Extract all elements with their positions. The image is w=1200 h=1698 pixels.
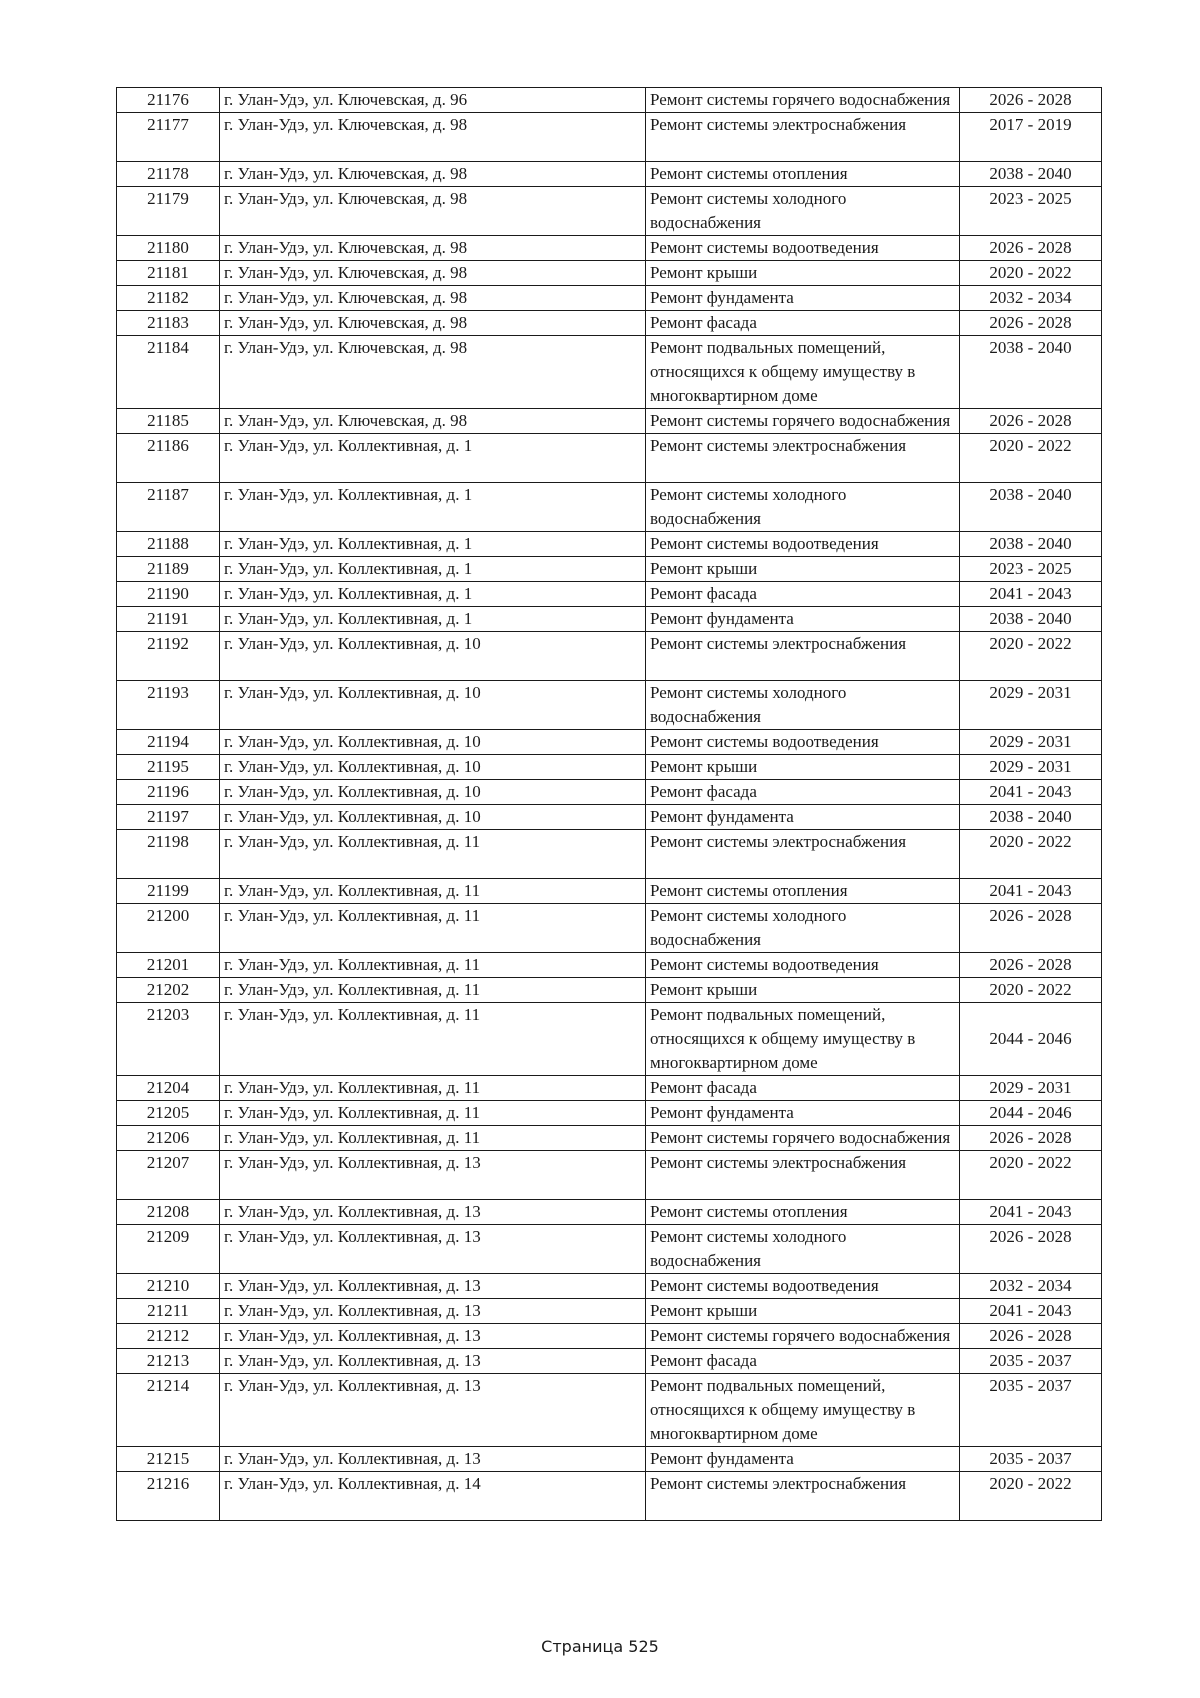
- period-cell: 2026 - 2028: [960, 953, 1102, 978]
- period-cell: 2029 - 2031: [960, 730, 1102, 755]
- row-number-cell: 21187: [117, 483, 220, 532]
- row-number-cell: 21214: [117, 1374, 220, 1447]
- table-row: [117, 162, 1102, 187]
- address-cell: г. Улан-Удэ, ул. Коллективная, д. 11: [220, 1003, 646, 1076]
- table-row: [117, 582, 1102, 607]
- row-number-cell: 21180: [117, 236, 220, 261]
- work-type-cell: Ремонт фасада: [646, 1076, 960, 1101]
- row-number-cell: 21181: [117, 261, 220, 286]
- table-row: [117, 409, 1102, 434]
- address-cell: г. Улан-Удэ, ул. Коллективная, д. 11: [220, 1126, 646, 1151]
- row-number-cell: 21186: [117, 434, 220, 483]
- row-number-cell: 21206: [117, 1126, 220, 1151]
- table-row: [117, 336, 1102, 409]
- table-row: [117, 805, 1102, 830]
- period-cell: 2035 - 2037: [960, 1349, 1102, 1374]
- address-cell: г. Улан-Удэ, ул. Коллективная, д. 1: [220, 582, 646, 607]
- address-cell: г. Улан-Удэ, ул. Ключевская, д. 98: [220, 336, 646, 409]
- period-cell: 2041 - 2043: [960, 780, 1102, 805]
- table-row: [117, 953, 1102, 978]
- row-number-cell: 21212: [117, 1324, 220, 1349]
- table-row: [117, 904, 1102, 953]
- work-type-cell: Ремонт системы электроснабжения: [646, 434, 960, 483]
- table-row: [117, 730, 1102, 755]
- address-cell: г. Улан-Удэ, ул. Коллективная, д. 10: [220, 755, 646, 780]
- table-row: [117, 879, 1102, 904]
- period-cell: 2041 - 2043: [960, 1200, 1102, 1225]
- repair-schedule-sheet: [116, 87, 1101, 1521]
- work-type-cell: Ремонт системы водоотведения: [646, 1274, 960, 1299]
- row-number-cell: 21194: [117, 730, 220, 755]
- row-number-cell: 21215: [117, 1447, 220, 1472]
- address-cell: г. Улан-Удэ, ул. Коллективная, д. 1: [220, 434, 646, 483]
- address-cell: г. Улан-Удэ, ул. Ключевская, д. 98: [220, 286, 646, 311]
- work-type-cell: Ремонт системы электроснабжения: [646, 1472, 960, 1521]
- row-number-cell: 21199: [117, 879, 220, 904]
- address-cell: г. Улан-Удэ, ул. Коллективная, д. 13: [220, 1151, 646, 1200]
- table-row: [117, 557, 1102, 582]
- work-type-cell: Ремонт системы электроснабжения: [646, 830, 960, 879]
- period-cell: 2032 - 2034: [960, 1274, 1102, 1299]
- address-cell: г. Улан-Удэ, ул. Коллективная, д. 1: [220, 532, 646, 557]
- row-number-cell: 21200: [117, 904, 220, 953]
- table-row: [117, 261, 1102, 286]
- address-cell: г. Улан-Удэ, ул. Коллективная, д. 11: [220, 953, 646, 978]
- address-cell: г. Улан-Удэ, ул. Коллективная, д. 1: [220, 607, 646, 632]
- row-number-cell: 21207: [117, 1151, 220, 1200]
- work-type-cell: Ремонт системы водоотведения: [646, 953, 960, 978]
- work-type-cell: Ремонт крыши: [646, 755, 960, 780]
- period-cell: 2026 - 2028: [960, 1324, 1102, 1349]
- table-row: [117, 830, 1102, 879]
- table-row: [117, 311, 1102, 336]
- address-cell: г. Улан-Удэ, ул. Ключевская, д. 98: [220, 113, 646, 162]
- table-row: [117, 187, 1102, 236]
- work-type-cell: Ремонт фундамента: [646, 1447, 960, 1472]
- table-row: [117, 1274, 1102, 1299]
- row-number-cell: 21202: [117, 978, 220, 1003]
- row-number-cell: 21176: [117, 88, 220, 113]
- table-row: [117, 1225, 1102, 1274]
- work-type-cell: Ремонт фасада: [646, 780, 960, 805]
- table-row: [117, 681, 1102, 730]
- address-cell: г. Улан-Удэ, ул. Коллективная, д. 13: [220, 1200, 646, 1225]
- table-row: [117, 483, 1102, 532]
- work-type-cell: Ремонт системы горячего водоснабжения: [646, 88, 960, 113]
- address-cell: г. Улан-Удэ, ул. Коллективная, д. 10: [220, 730, 646, 755]
- period-cell: 2041 - 2043: [960, 1299, 1102, 1324]
- period-cell: 2020 - 2022: [960, 978, 1102, 1003]
- work-type-cell: Ремонт системы водоотведения: [646, 236, 960, 261]
- work-type-cell: Ремонт подвальных помещений, относящихся к общему имуществу в многоквартирном доме: [646, 1374, 960, 1447]
- work-type-cell: Ремонт фасада: [646, 582, 960, 607]
- work-type-cell: Ремонт системы отопления: [646, 879, 960, 904]
- address-cell: г. Улан-Удэ, ул. Коллективная, д. 13: [220, 1374, 646, 1447]
- address-cell: г. Улан-Удэ, ул. Коллективная, д. 1: [220, 483, 646, 532]
- period-cell: 2026 - 2028: [960, 236, 1102, 261]
- work-type-cell: Ремонт фасада: [646, 1349, 960, 1374]
- table-row: [117, 1126, 1102, 1151]
- row-number-cell: 21189: [117, 557, 220, 582]
- table-row: [117, 1447, 1102, 1472]
- work-type-cell: Ремонт подвальных помещений, относящихся к общему имуществу в многоквартирном доме: [646, 336, 960, 409]
- period-cell: 2041 - 2043: [960, 582, 1102, 607]
- work-type-cell: Ремонт системы электроснабжения: [646, 632, 960, 681]
- period-cell: 2017 - 2019: [960, 113, 1102, 162]
- work-type-cell: Ремонт системы холодного водоснабжения: [646, 904, 960, 953]
- period-cell: 2026 - 2028: [960, 88, 1102, 113]
- row-number-cell: 21211: [117, 1299, 220, 1324]
- work-type-cell: Ремонт системы холодного водоснабжения: [646, 681, 960, 730]
- period-cell: 2023 - 2025: [960, 187, 1102, 236]
- row-number-cell: 21193: [117, 681, 220, 730]
- table-row: [117, 434, 1102, 483]
- work-type-cell: Ремонт системы отопления: [646, 1200, 960, 1225]
- row-number-cell: 21204: [117, 1076, 220, 1101]
- address-cell: г. Улан-Удэ, ул. Ключевская, д. 98: [220, 311, 646, 336]
- row-number-cell: 21209: [117, 1225, 220, 1274]
- row-number-cell: 21184: [117, 336, 220, 409]
- period-cell: 2029 - 2031: [960, 681, 1102, 730]
- period-cell: 2023 - 2025: [960, 557, 1102, 582]
- period-cell: 2038 - 2040: [960, 607, 1102, 632]
- table-body: [117, 88, 1102, 1521]
- row-number-cell: 21203: [117, 1003, 220, 1076]
- address-cell: г. Улан-Удэ, ул. Коллективная, д. 13: [220, 1349, 646, 1374]
- work-type-cell: Ремонт крыши: [646, 557, 960, 582]
- period-cell: 2026 - 2028: [960, 904, 1102, 953]
- work-type-cell: Ремонт крыши: [646, 261, 960, 286]
- period-cell: 2020 - 2022: [960, 830, 1102, 879]
- work-type-cell: Ремонт фундамента: [646, 805, 960, 830]
- address-cell: г. Улан-Удэ, ул. Коллективная, д. 11: [220, 1101, 646, 1126]
- row-number-cell: 21205: [117, 1101, 220, 1126]
- address-cell: г. Улан-Удэ, ул. Коллективная, д. 10: [220, 632, 646, 681]
- table-row: [117, 1472, 1102, 1521]
- page-number: Страница 525: [541, 1637, 659, 1656]
- period-cell: 2029 - 2031: [960, 1076, 1102, 1101]
- work-type-cell: Ремонт фасада: [646, 311, 960, 336]
- work-type-cell: Ремонт крыши: [646, 1299, 960, 1324]
- table-row: [117, 113, 1102, 162]
- row-number-cell: 21208: [117, 1200, 220, 1225]
- period-cell: 2029 - 2031: [960, 755, 1102, 780]
- row-number-cell: 21195: [117, 755, 220, 780]
- table-row: [117, 1200, 1102, 1225]
- row-number-cell: 21201: [117, 953, 220, 978]
- work-type-cell: Ремонт системы холодного водоснабжения: [646, 483, 960, 532]
- period-cell: 2035 - 2037: [960, 1447, 1102, 1472]
- address-cell: г. Улан-Удэ, ул. Ключевская, д. 98: [220, 409, 646, 434]
- period-cell: 2038 - 2040: [960, 805, 1102, 830]
- row-number-cell: 21190: [117, 582, 220, 607]
- period-cell: 2038 - 2040: [960, 483, 1102, 532]
- table-row: [117, 607, 1102, 632]
- table-row: [117, 1151, 1102, 1200]
- period-cell: 2020 - 2022: [960, 434, 1102, 483]
- period-cell: 2020 - 2022: [960, 261, 1102, 286]
- table-row: [117, 1076, 1102, 1101]
- work-type-cell: Ремонт фундамента: [646, 1101, 960, 1126]
- work-type-cell: Ремонт системы горячего водоснабжения: [646, 1126, 960, 1151]
- work-type-cell: Ремонт системы электроснабжения: [646, 1151, 960, 1200]
- work-type-cell: Ремонт подвальных помещений, относящихся к общему имуществу в многоквартирном доме: [646, 1003, 960, 1076]
- period-cell: 2032 - 2034: [960, 286, 1102, 311]
- address-cell: г. Улан-Удэ, ул. Коллективная, д. 11: [220, 978, 646, 1003]
- work-type-cell: Ремонт системы холодного водоснабжения: [646, 1225, 960, 1274]
- address-cell: г. Улан-Удэ, ул. Коллективная, д. 13: [220, 1225, 646, 1274]
- row-number-cell: 21197: [117, 805, 220, 830]
- work-type-cell: Ремонт системы электроснабжения: [646, 113, 960, 162]
- work-type-cell: Ремонт системы холодного водоснабжения: [646, 187, 960, 236]
- address-cell: г. Улан-Удэ, ул. Коллективная, д. 13: [220, 1299, 646, 1324]
- table-row: [117, 1324, 1102, 1349]
- work-type-cell: Ремонт системы отопления: [646, 162, 960, 187]
- address-cell: г. Улан-Удэ, ул. Коллективная, д. 11: [220, 879, 646, 904]
- row-number-cell: 21183: [117, 311, 220, 336]
- address-cell: г. Улан-Удэ, ул. Коллективная, д. 11: [220, 1076, 646, 1101]
- address-cell: г. Улан-Удэ, ул. Коллективная, д. 13: [220, 1274, 646, 1299]
- address-cell: г. Улан-Удэ, ул. Коллективная, д. 14: [220, 1472, 646, 1521]
- repair-schedule-table: [116, 87, 1102, 1521]
- table-row: [117, 88, 1102, 113]
- period-cell: 2026 - 2028: [960, 311, 1102, 336]
- work-type-cell: Ремонт системы горячего водоснабжения: [646, 409, 960, 434]
- period-cell: 2026 - 2028: [960, 409, 1102, 434]
- address-cell: г. Улан-Удэ, ул. Ключевская, д. 96: [220, 88, 646, 113]
- address-cell: г. Улан-Удэ, ул. Коллективная, д. 10: [220, 805, 646, 830]
- table-row: [117, 780, 1102, 805]
- row-number-cell: 21198: [117, 830, 220, 879]
- address-cell: г. Улан-Удэ, ул. Коллективная, д. 13: [220, 1324, 646, 1349]
- period-cell: 2038 - 2040: [960, 532, 1102, 557]
- period-cell: 2044 - 2046: [960, 1101, 1102, 1126]
- table-row: [117, 1003, 1102, 1076]
- address-cell: г. Улан-Удэ, ул. Коллективная, д. 10: [220, 780, 646, 805]
- table-row: [117, 532, 1102, 557]
- work-type-cell: Ремонт фундамента: [646, 286, 960, 311]
- row-number-cell: 21196: [117, 780, 220, 805]
- address-cell: г. Улан-Удэ, ул. Коллективная, д. 1: [220, 557, 646, 582]
- table-row: [117, 978, 1102, 1003]
- table-row: [117, 1101, 1102, 1126]
- work-type-cell: Ремонт фундамента: [646, 607, 960, 632]
- period-cell: 2038 - 2040: [960, 336, 1102, 409]
- table-row: [117, 286, 1102, 311]
- address-cell: г. Улан-Удэ, ул. Ключевская, д. 98: [220, 187, 646, 236]
- period-cell: 2041 - 2043: [960, 879, 1102, 904]
- table-row: [117, 1349, 1102, 1374]
- table-row: [117, 1299, 1102, 1324]
- period-cell: 2044 - 2046: [960, 1003, 1102, 1076]
- row-number-cell: 21185: [117, 409, 220, 434]
- work-type-cell: Ремонт системы горячего водоснабжения: [646, 1324, 960, 1349]
- table-row: [117, 236, 1102, 261]
- period-cell: 2026 - 2028: [960, 1225, 1102, 1274]
- row-number-cell: 21210: [117, 1274, 220, 1299]
- period-cell: 2020 - 2022: [960, 632, 1102, 681]
- period-cell: 2020 - 2022: [960, 1151, 1102, 1200]
- row-number-cell: 21179: [117, 187, 220, 236]
- table-row: [117, 632, 1102, 681]
- work-type-cell: Ремонт системы водоотведения: [646, 730, 960, 755]
- period-cell: 2038 - 2040: [960, 162, 1102, 187]
- row-number-cell: 21213: [117, 1349, 220, 1374]
- address-cell: г. Улан-Удэ, ул. Коллективная, д. 10: [220, 681, 646, 730]
- period-cell: 2035 - 2037: [960, 1374, 1102, 1447]
- row-number-cell: 21188: [117, 532, 220, 557]
- address-cell: г. Улан-Удэ, ул. Ключевская, д. 98: [220, 162, 646, 187]
- address-cell: г. Улан-Удэ, ул. Коллективная, д. 13: [220, 1447, 646, 1472]
- row-number-cell: 21191: [117, 607, 220, 632]
- row-number-cell: 21182: [117, 286, 220, 311]
- address-cell: г. Улан-Удэ, ул. Коллективная, д. 11: [220, 830, 646, 879]
- work-type-cell: Ремонт системы водоотведения: [646, 532, 960, 557]
- period-cell: 2020 - 2022: [960, 1472, 1102, 1521]
- address-cell: г. Улан-Удэ, ул. Ключевская, д. 98: [220, 236, 646, 261]
- row-number-cell: 21178: [117, 162, 220, 187]
- address-cell: г. Улан-Удэ, ул. Ключевская, д. 98: [220, 261, 646, 286]
- row-number-cell: 21192: [117, 632, 220, 681]
- work-type-cell: Ремонт крыши: [646, 978, 960, 1003]
- row-number-cell: 21177: [117, 113, 220, 162]
- table-row: [117, 755, 1102, 780]
- row-number-cell: 21216: [117, 1472, 220, 1521]
- table-row: [117, 1374, 1102, 1447]
- period-cell: 2026 - 2028: [960, 1126, 1102, 1151]
- address-cell: г. Улан-Удэ, ул. Коллективная, д. 11: [220, 904, 646, 953]
